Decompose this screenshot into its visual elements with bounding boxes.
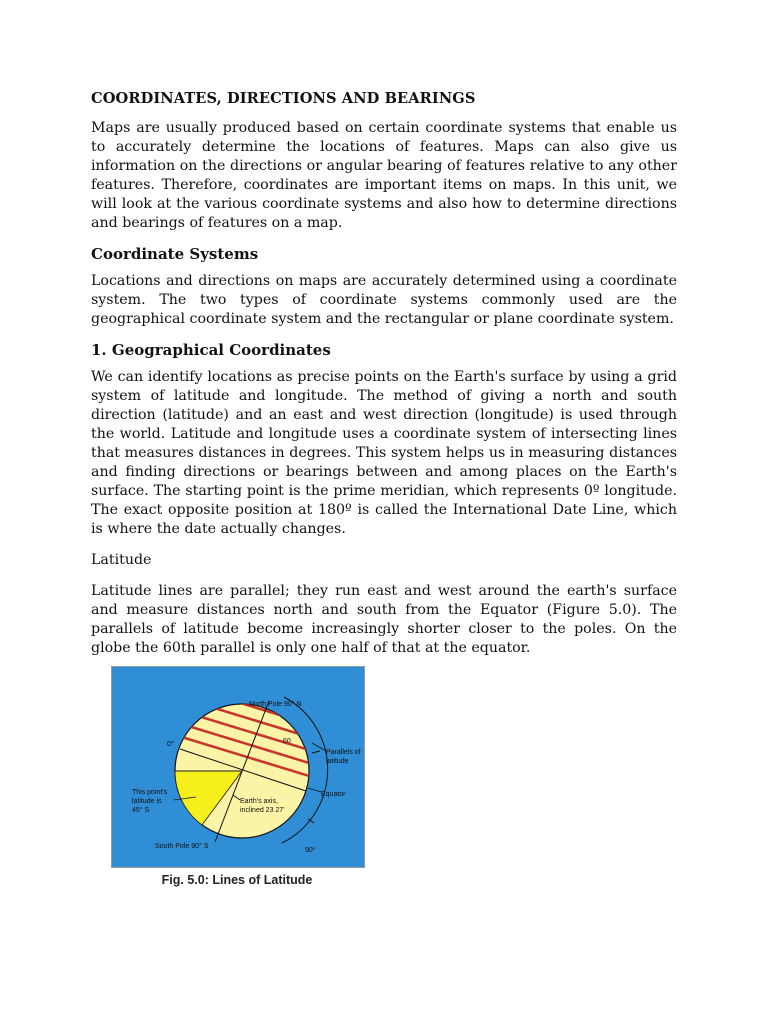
document-body — [91, 90, 677, 670]
axis-label-line2: inclined 23 27' — [240, 807, 285, 814]
parallels-label-line2: latitude — [326, 758, 349, 765]
geographical-coordinates-paragraph: We can identify locations as precise points on the Earth's surface by using a grid system of latitude and longitude. The method of giving a north and south direction (latitude) and an east and west direction (longitude) is used through the world. Latitude and longitude uses a coordinate system of intersecting lines that measures distances in degrees. This system helps us in measuring distances and finding directions or bearings between and among places on the Earth's surface. The starting point is the prime meridian, which represents 0º longitude. The exact opposite position at 180º is called the International Date Line, which is where the date actually changes. — [91, 369, 677, 537]
parallels-label-line1: Parallels of — [326, 749, 361, 756]
equator-label: Equator — [321, 791, 346, 798]
ninety-degree-label: 90° — [305, 847, 316, 854]
point-label-line1: This point's — [132, 789, 168, 796]
point-label-line3: 45° S — [132, 807, 150, 814]
south-pole-label: South Pole 90° S — [155, 843, 209, 850]
latitude-paragraph: Latitude lines are parallel; they run east and west around the earth's surface and measure distances north and south from the Equator (Figure 5.0). The parallels of latitude become increasingly shorter closer to the poles. On the globe the 60th parallel is only one half of that at the equator. — [91, 583, 677, 656]
arc-tick — [312, 751, 320, 753]
axis-label-line1: Earth's axis, — [240, 798, 278, 805]
coordinate-systems-heading: Coordinate Systems — [91, 245, 259, 263]
point-label-line2: latitude is — [132, 798, 162, 805]
north-pole-label: North Pole 90° N — [249, 701, 302, 708]
latitude-heading: Latitude — [91, 552, 152, 568]
latitude-diagram — [112, 667, 364, 867]
zero-degree-label: 0° — [167, 739, 175, 748]
figure-caption: Fig. 5.0: Lines of Latitude — [161, 873, 313, 887]
page-title: COORDINATES, DIRECTIONS AND BEARINGS — [91, 90, 476, 107]
latitude-figure — [111, 666, 365, 868]
sixty-degree-label: 60 — [283, 738, 291, 745]
leader-equator — [308, 788, 321, 792]
coordinate-systems-paragraph: Locations and directions on maps are accurately determined using a coordinate system. The two types of coordinate systems commonly used are the geographical coordinate system and the rectangular or plane coordinate system. — [91, 273, 677, 327]
geographical-coordinates-heading: 1. Geographical Coordinates — [91, 341, 331, 359]
intro-paragraph: Maps are usually produced based on certain coordinate systems that enable us to accurately determine the locations of features. Maps can also give us information on the directions or angular bearing of features relative to any other features. Therefore, coordinates are important items on maps. In this unit, we will look at the various coordinate systems and also how to determine directions and bearings of features on a map. — [91, 120, 677, 231]
